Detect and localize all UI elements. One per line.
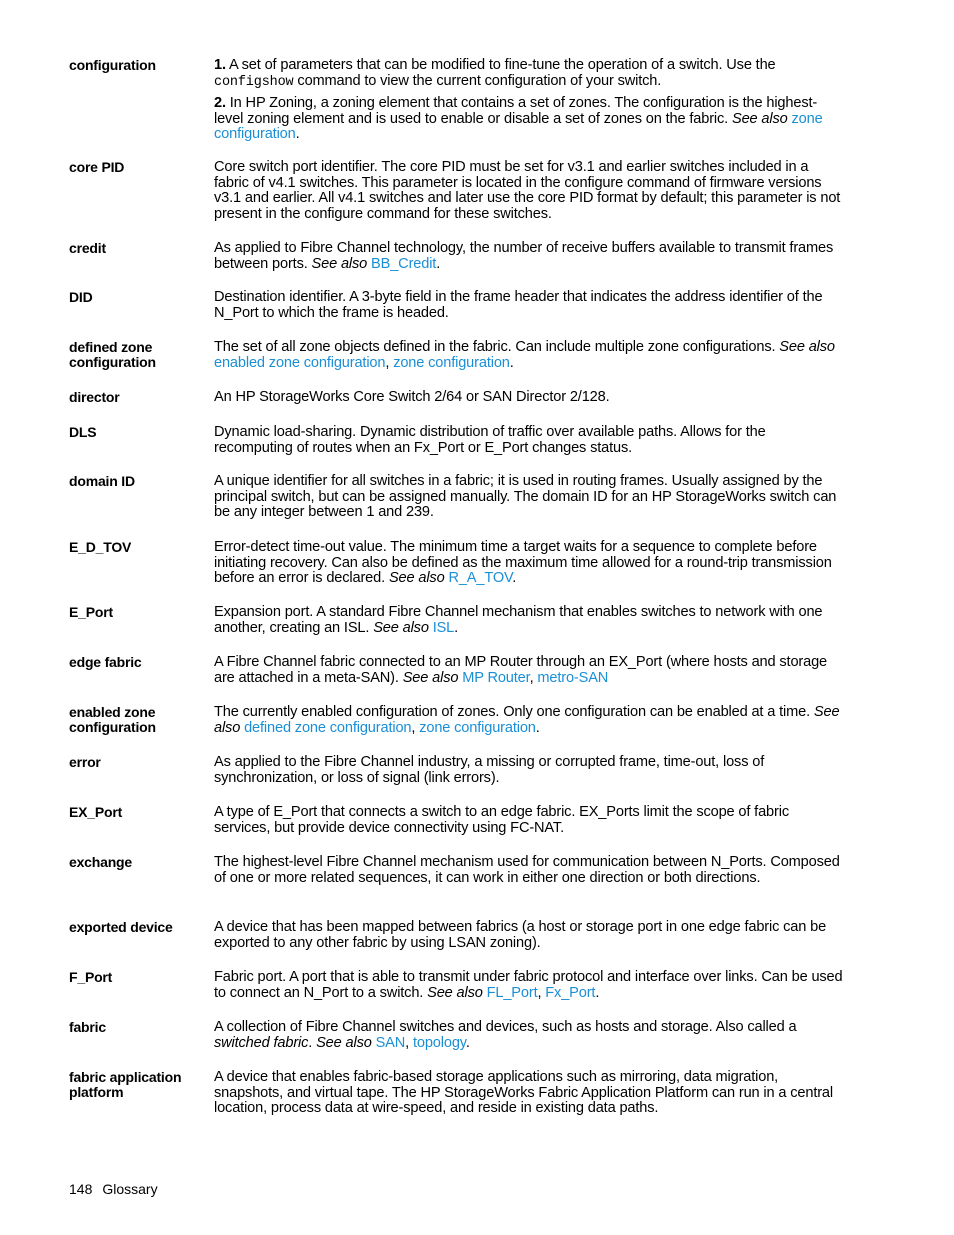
cross-reference-link[interactable]: metro-SAN bbox=[537, 669, 609, 686]
definition-paragraph bbox=[214, 96, 846, 143]
cross-reference-link[interactable]: zone configuration bbox=[419, 719, 536, 736]
definition-text: . bbox=[595, 984, 600, 1001]
glossary-term: EX_Port bbox=[69, 804, 123, 820]
page-number: 148 bbox=[69, 1181, 93, 1197]
glossary-term: configuration bbox=[69, 57, 156, 73]
glossary-term: core PID bbox=[69, 159, 125, 175]
definition-paragraph bbox=[214, 474, 846, 521]
glossary-definition bbox=[214, 241, 846, 272]
cross-reference-link[interactable]: Fx_Port bbox=[545, 984, 596, 1001]
definition-text: A set of parameters that can be modified to fine-tune the operation of a switch. Use the bbox=[225, 57, 776, 73]
definition-paragraph bbox=[214, 755, 846, 786]
glossary-definition bbox=[214, 425, 846, 456]
definition-text: A unique identifier for all switches in a fabric; it is used in routing frames. Usually assigned by the principal switch, but can be assigned manually. The domain ID for an HP StorageWorks switch can be any integer between 1 and 239. bbox=[214, 473, 837, 520]
italic-text: See also bbox=[731, 110, 788, 127]
glossary-term: fabric application platform bbox=[69, 1069, 182, 1100]
glossary-term: DID bbox=[69, 289, 93, 305]
glossary-definition bbox=[214, 655, 846, 686]
definition-paragraph bbox=[214, 241, 846, 272]
definition-text: The highest-level Fibre Channel mechanism used for communication between N_Ports. Composed of one or more related sequences, it can work in either one direction or both directions. bbox=[214, 854, 840, 886]
glossary-definition bbox=[214, 474, 846, 521]
definition-text: , bbox=[529, 669, 538, 686]
glossary-definition bbox=[214, 160, 846, 222]
cross-reference-link[interactable]: MP Router bbox=[462, 669, 530, 686]
glossary-term: exchange bbox=[69, 854, 132, 870]
definition-paragraph bbox=[214, 290, 846, 321]
definition-text: . bbox=[465, 1034, 470, 1051]
definition-text: command to view the current configuration of your switch. bbox=[293, 72, 662, 89]
italic-text: See also bbox=[316, 1034, 372, 1051]
command-name: configshow bbox=[214, 74, 294, 90]
glossary-term: exported device bbox=[69, 919, 173, 935]
definition-text: As applied to the Fibre Channel industry, a missing or corrupted frame, time-out, loss of synchronization, or loss of signal (link errors). bbox=[214, 754, 765, 786]
glossary-definition bbox=[214, 920, 846, 951]
definition-paragraph bbox=[214, 1070, 846, 1117]
glossary-definition bbox=[214, 970, 846, 1001]
definition-paragraph bbox=[214, 805, 846, 836]
definition-paragraph bbox=[214, 340, 846, 371]
glossary-term: enabled zone configuration bbox=[69, 704, 156, 735]
glossary-term: DLS bbox=[69, 424, 97, 440]
definition-text: , bbox=[385, 354, 394, 371]
definition-paragraph bbox=[214, 705, 846, 736]
glossary-term: error bbox=[69, 754, 101, 770]
definition-text: . bbox=[512, 570, 517, 586]
glossary-term: E_Port bbox=[69, 604, 113, 620]
definition-text: A type of E_Port that connects a switch to an edge fabric. EX_Ports limit the scope of fabric services, but provide device connectivity using FC-NAT. bbox=[214, 804, 789, 836]
definition-paragraph bbox=[214, 425, 846, 456]
cross-reference-link[interactable]: ISL bbox=[432, 619, 455, 636]
definition-text: The set of all zone objects defined in the fabric. Can include multiple zone configurations. bbox=[214, 339, 780, 355]
definition-text: . bbox=[308, 1034, 317, 1051]
definition-paragraph bbox=[214, 605, 846, 636]
definition-text: . bbox=[295, 126, 300, 142]
glossary-term: credit bbox=[69, 240, 106, 256]
glossary-definition bbox=[214, 1070, 846, 1117]
glossary-definition bbox=[214, 605, 846, 636]
definition-paragraph bbox=[214, 920, 846, 951]
italic-text: See also bbox=[427, 984, 483, 1001]
definition-paragraph bbox=[214, 160, 846, 222]
definition-text: A device that enables fabric-based storage applications such as mirroring, data migration, snapshots, and virtual tape. The HP StorageWorks Fabric Application Platform can run in a central location, process data at wire-speed, and reside in existing data paths. bbox=[214, 1069, 833, 1116]
glossary-definition bbox=[214, 705, 846, 736]
definition-text: Error-detect time-out value. The minimum time a target waits for a sequence to complete before initiating recovery. Can also be defined as the maximum time allowed for a round-trip transmission before an error is declared. bbox=[214, 539, 832, 586]
definition-text: Fabric port. A port that is able to transmit under fabric protocol and interface over links. Can be used to connect an N_Port to a switch. bbox=[214, 969, 843, 1001]
glossary-term: E_D_TOV bbox=[69, 539, 132, 555]
italic-text: switched fabric bbox=[214, 1034, 309, 1051]
definition-text: A Fibre Channel fabric connected to an MP Router through an EX_Port (where hosts and storage are attached in a meta-SAN). bbox=[214, 654, 828, 686]
definition-text: An HP StorageWorks Core Switch 2/64 or SAN Director 2/128. bbox=[214, 389, 610, 405]
footer-section-title: Glossary bbox=[102, 1181, 158, 1197]
italic-text: See also bbox=[402, 669, 459, 686]
italic-text: See also bbox=[373, 619, 429, 636]
glossary-definition bbox=[214, 390, 846, 406]
definition-paragraph bbox=[214, 390, 846, 406]
cross-reference-link[interactable]: topology bbox=[412, 1034, 466, 1051]
definition-text: . bbox=[454, 619, 459, 636]
definition-paragraph bbox=[214, 540, 846, 587]
glossary-term: edge fabric bbox=[69, 654, 142, 670]
definition-paragraph bbox=[214, 1020, 846, 1051]
definition-number: 2. bbox=[214, 95, 226, 111]
definition-text: The currently enabled configuration of zones. Only one configuration can be enabled at a time. bbox=[214, 704, 814, 720]
italic-text: See also bbox=[779, 339, 835, 355]
definition-text: A collection of Fibre Channel switches and devices, such as hosts and storage. Also called a bbox=[214, 1019, 797, 1035]
definition-text: . bbox=[509, 354, 514, 371]
glossary-term: fabric bbox=[69, 1019, 106, 1035]
cross-reference-link[interactable]: BB_Credit bbox=[371, 255, 437, 272]
page-footer bbox=[69, 1181, 158, 1197]
glossary-definition bbox=[214, 805, 846, 836]
definition-text: A device that has been mapped between fabrics (a host or storage port in one edge fabric can be exported to any other fabric by using LSAN zoning). bbox=[214, 919, 827, 951]
cross-reference-link[interactable]: defined zone configuration bbox=[244, 719, 412, 736]
definition-text: , bbox=[411, 719, 420, 736]
glossary-term: director bbox=[69, 389, 120, 405]
cross-reference-link[interactable]: zone configuration bbox=[393, 354, 510, 371]
definition-text: Expansion port. A standard Fibre Channel mechanism that enables switches to network with one another, creating an ISL. bbox=[214, 604, 823, 636]
glossary-definition bbox=[214, 58, 846, 143]
italic-text: See also bbox=[388, 570, 445, 586]
definition-paragraph bbox=[214, 855, 846, 886]
definition-paragraph bbox=[214, 970, 846, 1001]
definition-text: , bbox=[537, 984, 546, 1001]
cross-reference-link[interactable]: R_A_TOV bbox=[448, 570, 513, 586]
italic-text: See also bbox=[311, 255, 368, 272]
italic-text: See also bbox=[214, 704, 840, 736]
glossary-definition bbox=[214, 290, 846, 321]
glossary-term: defined zone configuration bbox=[69, 339, 156, 370]
glossary-term: domain ID bbox=[69, 473, 135, 489]
definition-text: . bbox=[535, 719, 540, 736]
cross-reference-link[interactable]: zone configuration bbox=[214, 110, 823, 142]
definition-number: 1. bbox=[214, 57, 226, 73]
glossary-definition bbox=[214, 540, 846, 587]
cross-reference-link[interactable]: FL_Port bbox=[486, 984, 538, 1001]
glossary-definition bbox=[214, 755, 846, 786]
definition-paragraph bbox=[214, 58, 846, 90]
definition-text: . bbox=[436, 255, 441, 272]
glossary-definition bbox=[214, 340, 846, 371]
definition-text: , bbox=[405, 1034, 413, 1051]
definition-text: Dynamic load-sharing. Dynamic distribution of traffic over available paths. Allows for the recomputing of routes when an Fx_Port or E_Port changes status. bbox=[214, 424, 766, 456]
cross-reference-link[interactable]: enabled zone configuration bbox=[214, 354, 386, 371]
glossary-definition bbox=[214, 855, 846, 886]
definition-text: In HP Zoning, a zoning element that contains a set of zones. The configuration is the highest-level zoning element and is used to enable or disable a set of zones on the fabric. bbox=[214, 95, 818, 127]
definition-text: As applied to Fibre Channel technology, the number of receive buffers available to transmit frames between ports. bbox=[214, 240, 834, 272]
glossary-term: F_Port bbox=[69, 969, 113, 985]
cross-reference-link[interactable]: SAN bbox=[375, 1034, 406, 1051]
glossary-definition bbox=[214, 1020, 846, 1051]
definition-text: Core switch port identifier. The core PID must be set for v3.1 and earlier switches included in a fabric of v4.1 switches. This parameter is located in the configure command of firmware versions v3.1 and earlier. All v4.1 switches and later use the core PID format by default; this parameter is not present in the configure command for these switches. bbox=[214, 159, 841, 222]
definition-paragraph bbox=[214, 655, 846, 686]
definition-text: Destination identifier. A 3-byte field in the frame header that indicates the address identifier of the N_Port to which the frame is headed. bbox=[214, 289, 823, 321]
